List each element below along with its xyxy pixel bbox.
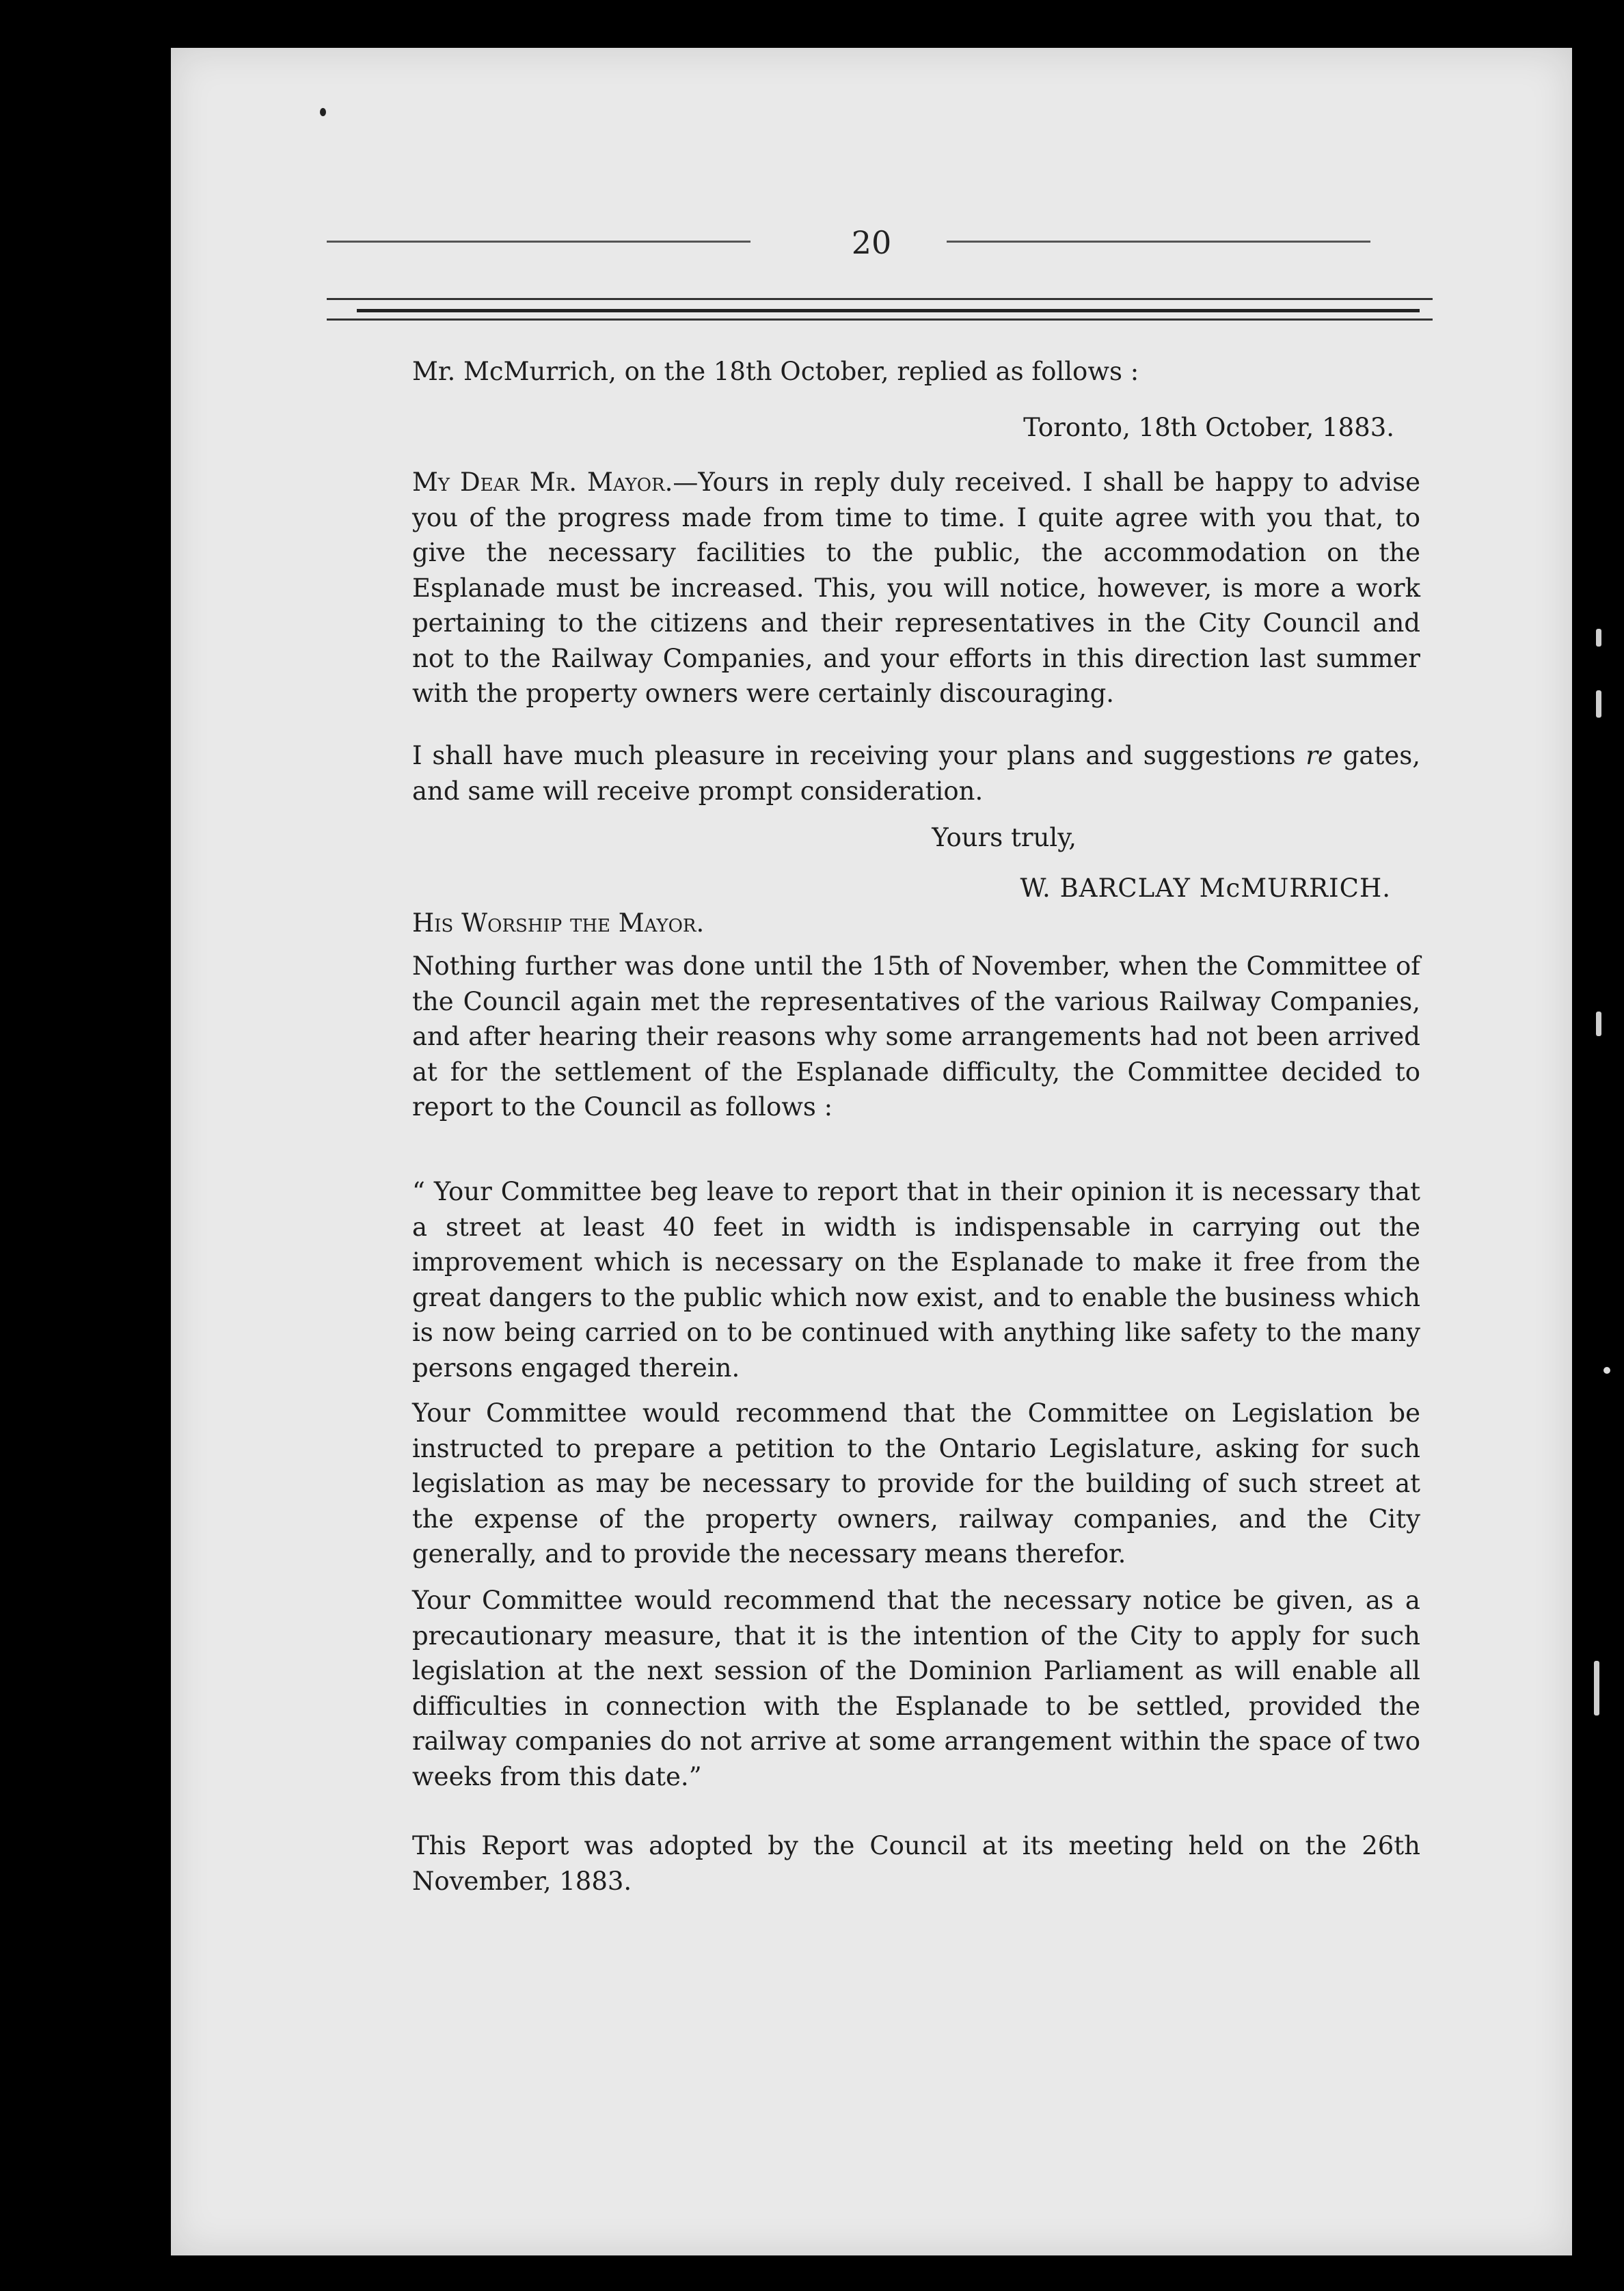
report-paragraph-3: Your Committee would recommend that the necessary notice be given, as a precautionary measure, that it is the intention of the City to apply for such legislation at the next session of the Dominion Parliament as will enable all difficulties in connection with the Esplanade to be settled, provided the railway companies do not arrive at some arrangement within the space of two weeks from this date.” <box>412 1586 1420 1791</box>
header-rule-thin <box>327 298 1433 300</box>
scan-speck <box>320 108 326 116</box>
intro-line: Mr. McMurrich, on the 18th October, replied as follows : <box>412 357 1139 386</box>
scan-speck <box>1596 690 1601 718</box>
header-rule-left <box>327 241 750 243</box>
letter-signature: W. BARCLAY McMURRICH. <box>1020 873 1391 903</box>
header-rule-thin-lower <box>327 318 1433 321</box>
narrative-paragraph: Nothing further was done until the 15th of November, when the Committee of the Council again met the representatives of the various Railway Companies, and after hearing their reasons why some arrangements had not been arrived at for the settlement of the Esplanade difficulty, the Committee decided to report to the Council as follows : <box>412 951 1420 1122</box>
page-number: 20 <box>851 224 892 261</box>
report-paragraph-2: Your Committee would recommend that the Committee on Legislation be instructed to prepare a petition to the Ontario Legislature, asking for such legislation as may be necessary to provide for the building of such street at the expense of the property owners, railway companies, and the City generally, and to provide the necessary means therefor. <box>412 1398 1420 1569</box>
letter-body-2-re: re <box>1305 741 1333 770</box>
dateline: Toronto, 18th October, 1883. <box>1023 413 1394 442</box>
letter-body-1: —Yours in reply duly received. I shall be happy to advise you of the progress made from time to time. I quite agree with you that, to give the necessary facilities to the public, the accommodation on the Esplanade must be increased. This, you will notice, however, is more a work pertaining to the citizens and their representatives in the City Council and not to the Railway Companies, and your efforts in this direction last summer with the property owners were certainly discouraging. <box>412 467 1421 708</box>
letter-paragraph-1 <box>412 465 1420 711</box>
scan-speck <box>1596 629 1601 647</box>
letter-body-2b: gates, and same will receive prompt consideration. <box>412 741 1420 806</box>
header-rule-right <box>947 241 1370 243</box>
report-paragraph-1: “ Your Committee beg leave to report that in their opinion it is necessary that a street at least 40 feet in width is indispensable in carrying out the improvement which is necessary on the Esplanade to make it free from the great dangers to the public which now exist, and to enable the business which is now being carried on to be continued with anything like safety to the many persons engaged therein. <box>412 1177 1420 1383</box>
letter-body-2a: I shall have much pleasure in receiving your plans and suggestions <box>412 741 1306 770</box>
letter-paragraph-2 <box>412 738 1420 809</box>
scan-speck <box>1603 1367 1610 1374</box>
letter-addressee: His Worship the Mayor. <box>412 908 705 938</box>
letter-salutation: My Dear Mr. Mayor. <box>412 467 673 497</box>
header-rule-thick <box>357 309 1420 312</box>
scan-speck <box>1596 1012 1601 1036</box>
conclusion-paragraph: This Report was adopted by the Council at its meeting held on the 26th November, 1883. <box>412 1831 1420 1896</box>
scan-speck <box>1594 1661 1599 1716</box>
letter-closing: Yours truly, <box>932 823 1077 852</box>
